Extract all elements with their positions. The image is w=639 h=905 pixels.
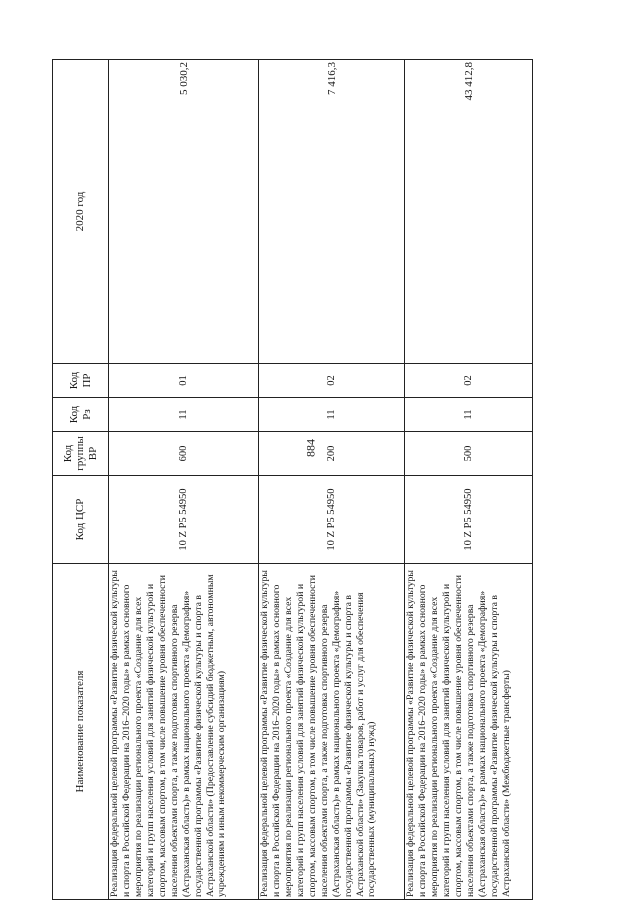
row-rz: 11	[109, 398, 259, 432]
row-csr: 10 Z P5 54950	[109, 476, 259, 564]
rotated-table-container	[52, 60, 532, 900]
header-vr: Код группы ВР	[53, 432, 109, 476]
row-name: Реализация федеральной целевой программы «Развитие физической культуры и спорта в Российской Федерации на 2016–2020 годы» в рамках основного мероприятия по реализации регионального проекта «Создание для всех категорий и групп населения условий для занятий физической культурой и спортом, массовым спортом, в том числе повышение уровня обеспеченности населения объектами спорта, а также подготовка спортивного резерва (Астраханская область)» в рамках национального проекта «Демография» государственной программы «Развитие физической культуры и спорта в Астраханской области» (Межбюджетные трансферты)	[405, 564, 533, 900]
row-vr: 200	[259, 432, 405, 476]
table-row	[405, 60, 533, 900]
table-row	[109, 60, 259, 900]
row-name: Реализация федеральной целевой программы «Развитие физической культуры и спорта в Российской Федерации на 2016–2020 годы» в рамках основного мероприятия по реализации регионального проекта «Создание для всех категорий и групп населения условий для занятий физической культурой и спортом, массовым спортом, в том числе повышение уровня обеспеченности населения объектами спорта, а также подготовка спортивного резерва (Астраханская область)» в рамках национального проекта «Демография» государственной программы «Развитие физической культуры и спорта в Астраханской области» (Предоставление субсидий бюджетным, автономным учреждениям и иным некоммерческим организациям)	[109, 564, 259, 900]
row-name: Реализация федеральной целевой программы «Развитие физической культуры и спорта в Российской Федерации на 2016–2020 годы» в рамках основного мероприятия по реализации регионального проекта «Создание для всех категорий и групп населения условий для занятий физической культурой и спортом, массовым спортом, в том числе повышение уровня обеспеченности населения объектами спорта, а также подготовка спортивного резерва (Астраханская область)» в рамках национального проекта «Демография» государственной программы «Развитие физической культуры и спорта в Астраханской области» (Закупка товаров, работ и услуг для обеспечения государственных (муниципальных) нужд)	[259, 564, 405, 900]
header-pr: Код ПР	[53, 364, 109, 398]
row-rz: 11	[405, 398, 533, 432]
row-pr: 02	[259, 364, 405, 398]
row-pr: 01	[109, 364, 259, 398]
row-csr: 10 Z P5 54950	[259, 476, 405, 564]
header-name: Наименование показателя	[53, 564, 109, 900]
row-vr: 500	[405, 432, 533, 476]
row-rz: 11	[259, 398, 405, 432]
row-csr: 10 Z P5 54950	[405, 476, 533, 564]
table-header-row	[53, 60, 109, 900]
table-row	[259, 60, 405, 900]
page-number-text: 884	[303, 439, 318, 457]
budget-table	[52, 59, 533, 900]
row-pr: 02	[405, 364, 533, 398]
header-csr: Код ЦСР	[53, 476, 109, 564]
row-amount: 43 412,8	[405, 60, 533, 364]
row-amount: 7 416,3	[259, 60, 405, 364]
header-rz: Код Рз	[53, 398, 109, 432]
row-amount: 5 030,2	[109, 60, 259, 364]
row-vr: 600	[109, 432, 259, 476]
header-year: 2020 год	[53, 60, 109, 364]
